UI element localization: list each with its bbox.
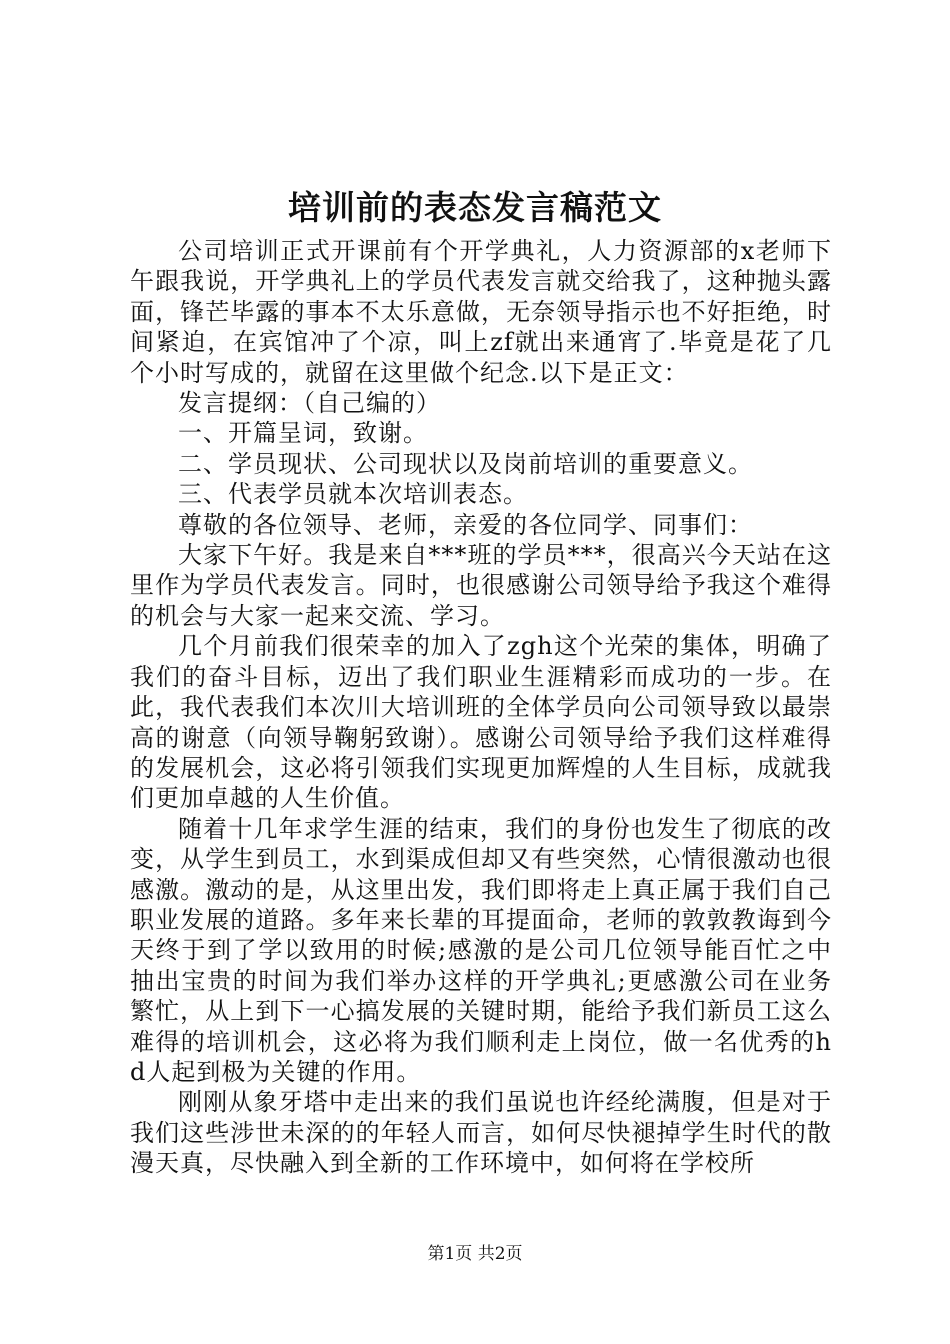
document-body <box>130 236 832 1179</box>
paragraph-outline-item-2: 二、学员现状、公司现状以及岗前培训的重要意义。 <box>178 449 753 478</box>
paragraph-outline-item-1: 一、开篇呈词，致谢。 <box>178 419 428 448</box>
paragraph-greeting: 大家下午好。我是来自***班的学员***，很高兴今天站在这里作为学员代表发言。同时，也很感谢公司领导给予我这个难得的机会与大家一起来交流、学习。 <box>130 541 832 630</box>
paragraph-thanks: 几个月前我们很荣幸的加入了zgh这个光荣的集体，明确了我们的奋斗目标，迈出了我们职业生涯精彩而成功的一步。在此，我代表我们本次川大培训班的全体学员向公司领导致以最崇高的谢意（向领导鞠躬致谢）。感谢公司领导给予我们这样难得的发展机会，这必将引领我们实现更加辉煌的人生目标，成就我们更加卓越的人生价值。 <box>130 632 832 813</box>
paragraph-feelings: 随着十几年求学生涯的结束，我们的身份也发生了彻底的改变，从学生到员工，水到渠成但却又有些突然，心情很激动也很感激。激动的是，从这里出发，我们即将走上真正属于我们自己职业发展的道路。多年来长辈的耳提面命，老师的敦敦教诲到今天终于到了学以致用的时候;感激的是公司几位领导能百忙之中抽出宝贵的时间为我们举办这样的开学典礼;更感激公司在业务繁忙，从上到下一心搞发展的关键时期，能给予我们新员工这么难得的培训机会，这必将为我们顺利走上岗位，做一名优秀的hd人起到极为关键的作用。 <box>130 814 832 1086</box>
paragraph-outline-heading: 发言提纲：（自己编的） <box>178 389 441 418</box>
paragraph-transition: 刚刚从象牙塔中走出来的我们虽说也许经纶满腹，但是对于我们这些涉世未深的的年轻人而言，如何尽快褪掉学生时代的散漫天真，尽快融入到全新的工作环境中，如何将在学校所 <box>130 1088 832 1178</box>
paragraph-salutation: 尊敬的各位领导、老师，亲爱的各位同学、同事们： <box>178 510 753 539</box>
page-number: 第1页 共2页 <box>427 1244 523 1264</box>
paragraph-outline-item-3: 三、代表学员就本次培训表态。 <box>178 480 528 509</box>
document-title: 培训前的表态发言稿范文 <box>288 188 662 227</box>
paragraph-intro: 公司培训正式开课前有个开学典礼，人力资源部的x老师下午跟我说，开学典礼上的学员代表发言就交给我了，这种抛头露面，锋芒毕露的事本不太乐意做，无奈领导指示也不好拒绝，时间紧迫，在宾馆冲了个凉，叫上zf就出来通宵了.毕竟是花了几个小时写成的，就留在这里做个纪念.以下是正文： <box>130 237 832 387</box>
